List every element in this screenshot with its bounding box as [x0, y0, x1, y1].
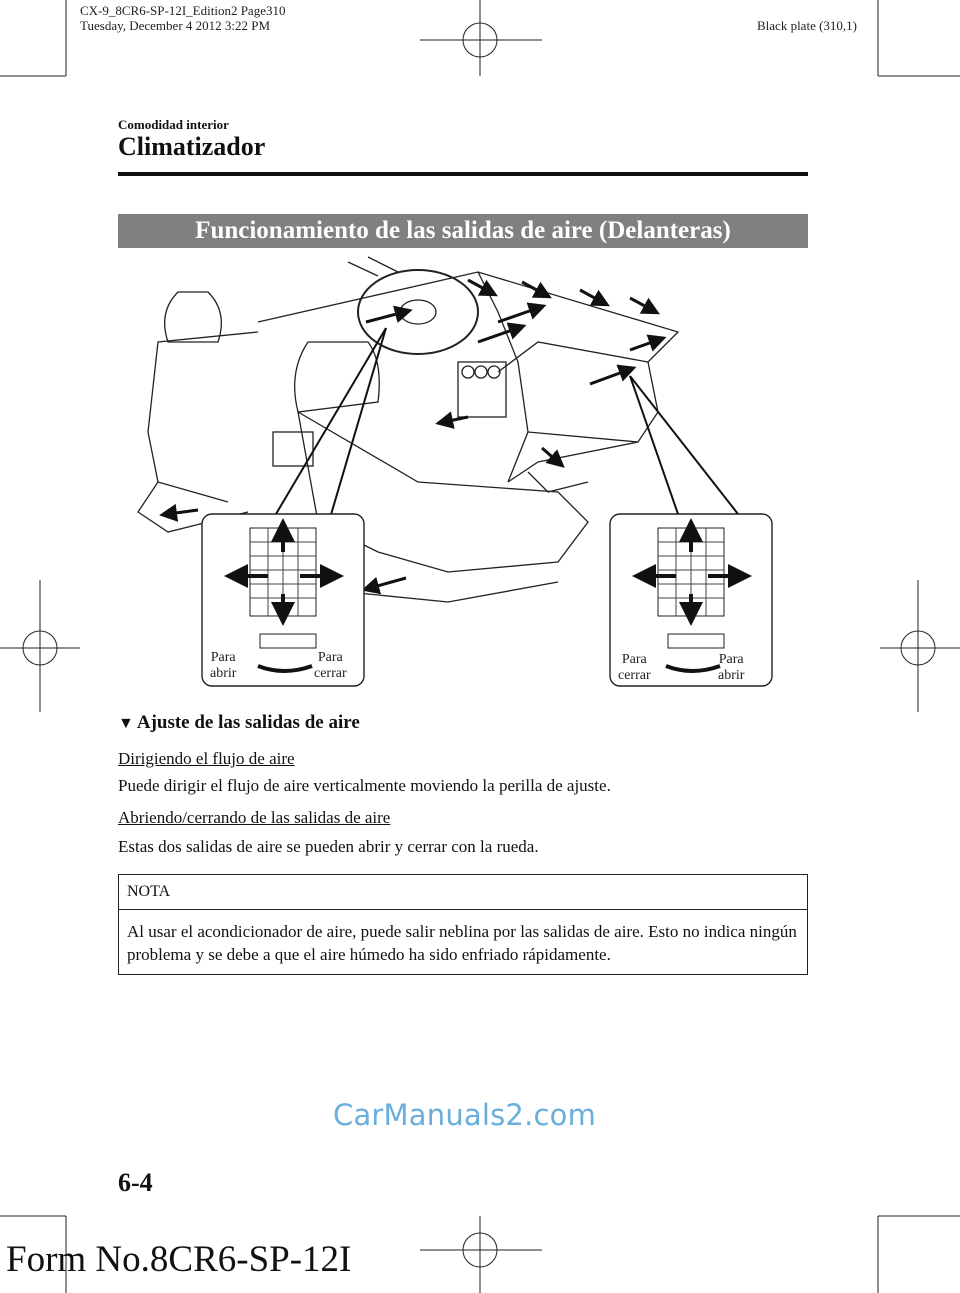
watermark: CarManuals2.com: [333, 1098, 597, 1132]
page-number: 6-4: [118, 1168, 153, 1197]
plate-label: Black plate (310,1): [757, 18, 857, 33]
form-number: Form No.8CR6-SP-12I: [6, 1239, 352, 1280]
section-heading: Dirigiendo el flujo de aire: [118, 749, 295, 768]
left-vent-label-close: Para cerrar: [314, 650, 347, 681]
print-timestamp: Tuesday, December 4 2012 3:22 PM: [80, 18, 271, 33]
left-vent-label-open: Para abrir: [210, 650, 237, 681]
note-body: Al usar el acondicionador de aire, puede salir neblina por las salidas de aire. Esto no indica ningún problema y se debe a que el aire húmedo ha sido enfriado rápidamente.: [127, 922, 797, 964]
subheading: [118, 712, 360, 734]
chapter-title: Climatizador: [118, 132, 266, 161]
section-heading: Abriendo/cerrando de las salidas de aire: [118, 808, 391, 827]
triangle-bullet-icon: ▼: [118, 715, 134, 732]
section-body: Estas dos salidas de aire se pueden abrir y cerrar con la rueda.: [118, 837, 539, 856]
section-banner: Funcionamiento de las salidas de aire (Delanteras): [118, 214, 808, 248]
right-vent-label-open: Para abrir: [718, 652, 745, 683]
vent-illustration: [118, 252, 808, 692]
right-vent-label-close: Para cerrar: [618, 652, 651, 683]
section-body: Puede dirigir el flujo de aire verticalmente moviendo la perilla de ajuste.: [118, 776, 611, 795]
print-job-id: CX-9_8CR6-SP-12I_Edition2 Page310: [80, 3, 286, 18]
title-rule: [118, 172, 808, 176]
section-label: Comodidad interior: [118, 117, 229, 132]
note-title: NOTA: [119, 875, 807, 910]
subheading-text: Ajuste de las salidas de aire: [136, 712, 360, 733]
note-box: [118, 874, 808, 975]
callout-lines: [276, 328, 738, 518]
